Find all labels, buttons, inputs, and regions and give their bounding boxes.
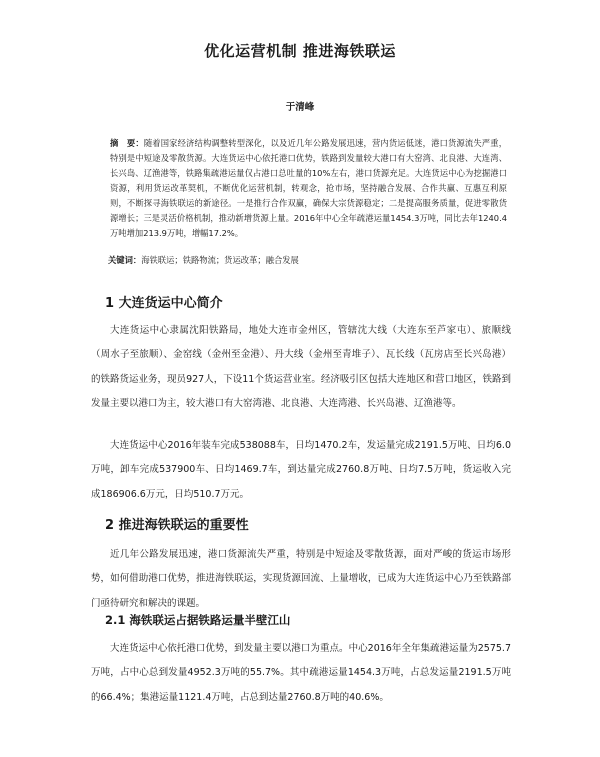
author-name: 于清峰: [285, 102, 315, 113]
abstract-text: 随着国家经济结构调整转型深化，以及近几年公路发展迅速，营内货运低迷，港口货源流失严重，特别是中短途及零散货源。大连货运中心依托港口优势，铁路到发量较大港口有大窑湾、北良港、大连湾、长兴岛、辽渔港等，铁路集疏港运量仅占港口总吐量的10%左右，港口货源充足。大连货运中心为挖掘港口资源，利用货运改革契机，不断优化运营机制，转观念，抢市场，坚持融合发展、合作共赢、互惠互利原则，不断探寻海铁联运的新途径。一是推行合作双赢，确保大宗货源稳定；二是提高服务质量，促进零散货源增长；三是灵活价格机制，推动新增货源上量。2016年中心全年疏港运量1454.3万吨，同比去年1240.4万吨增加213.9万吨，增幅17.2%。: [110, 138, 507, 238]
keywords-text: 海铁联运；铁路物流；货运改革；融合发展: [141, 255, 299, 265]
abstract-label: 摘 要：: [110, 138, 144, 148]
paper-title: 优化运营机制 推进海铁联运: [204, 42, 396, 60]
subsection-heading: 2.1 海铁联运占据铁路运量半壁江山: [105, 613, 291, 627]
section-heading: 2 推进海铁联运的重要性: [105, 518, 249, 533]
section-heading: 1 大连货运中心简介: [105, 296, 223, 311]
paragraph: 大连货运中心依托港口优势，到发量主要以港口为重点。中心2016年全年集疏港运量为2575.7万吨，占中心总到发量4952.3万吨的55.7%。其中疏港运量1454.3万吨，占总发运量2191.5万吨的66.4%；集港运量1121.4万吨，占总到达量2760.8万吨的40.6%。: [91, 643, 511, 703]
keywords: [108, 254, 508, 266]
paragraph: 大连货运中心2016年装车完成538088车，日均1470.2车，发运量完成2191.5万吨、日均6.0万吨，卸车完成537900车、日均1469.7车，到达量完成2760.8万吨、日均7.5万吨，货运收入完成186906.6万元，日均510.7万元。: [91, 440, 511, 500]
paragraph: 近几年公路发展迅速，港口货源流失严重，特别是中短途及零散货源，面对严峻的货运市场形势，如何借助港口优势，推进海铁联运，实现货源回流、上量增收，已成为大连货运中心乃至铁路部门亟待研究和解决的课题。: [91, 549, 511, 609]
paragraph: 大连货运中心隶属沈阳铁路局，地处大连市金州区，管辖沈大线（大连东至芦家屯）、旅顺线（周水子至旅顺）、金窑线（金州至金港）、丹大线（金州至青堆子）、瓦长线（瓦房店至长兴岛港）的铁路货运业务，现员927人，下设11个货运营业室。经济吸引区包括大连地区和营口地区，铁路到发量主要以港口为主，较大港口有大窑湾港、北良港、大连湾港、长兴岛港、辽渔港等。: [91, 325, 511, 410]
keywords-label: 关键词：: [108, 255, 142, 265]
abstract-body: [92, 136, 507, 241]
abstract: [92, 136, 507, 241]
